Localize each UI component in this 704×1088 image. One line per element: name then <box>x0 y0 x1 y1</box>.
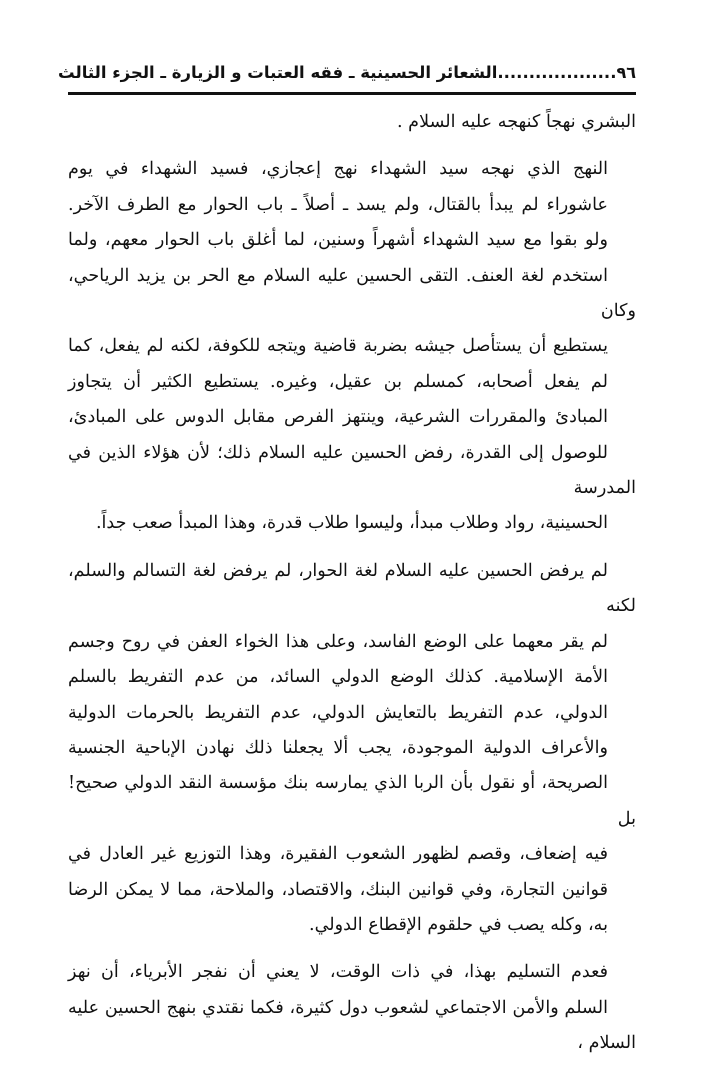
header-rule <box>68 92 636 95</box>
text-line: لم يقر معهما على الوضع الفاسد، وعلى هذا الخواء العفن في روح وجسم <box>68 631 608 652</box>
paragraph-p2 <box>68 554 636 943</box>
paragraph-gap <box>68 943 636 955</box>
text-line: والأعراف الدولية الموجودة، يجب ألا يجعلنا ذلك نهادن الإباحية الجنسية <box>68 737 608 758</box>
paragraph-gap <box>68 140 636 152</box>
text-line: الصريحة، أو نقول بأن الربا الذي يمارسه بنك مؤسسة النقد الدولي صحيح! بل <box>68 773 636 829</box>
text-line: لم يفعل أصحابه، كمسلم بن عقيل، وغيره. يستطيع الكثير أن يتجاوز <box>68 371 608 392</box>
body-text <box>68 105 636 1062</box>
text-line: السلم والأمن الاجتماعي لشعوب دول كثيرة، فكما نقتدي بنهج الحسين عليه السلام ، <box>68 997 636 1054</box>
text-line: المبادئ والمقررات الشرعية، وينتهز الفرص مقابل الدوس على المبادئ، <box>68 407 608 428</box>
text-line: الحسينية، رواد وطلاب مبدأ، وليسوا طلاب قدرة، وهذا المبدأ صعب جداً. <box>95 513 608 534</box>
header-leader-dots: ................... <box>497 63 617 82</box>
text-line: قوانين التجارة، وفي قوانين البنك، والاقتصاد، والملاحة، مما لا يمكن الرضا <box>68 879 608 900</box>
text-line: للوصول إلى القدرة، رفض الحسين عليه السلام ذلك؛ لأن هؤلاء الذين في المدرسة <box>68 442 636 499</box>
paragraph-p1 <box>68 152 636 541</box>
paragraph-p0 <box>68 105 636 140</box>
text-line: البشري نهجاً كنهجه عليه السلام . <box>397 112 636 132</box>
paragraph-gap <box>68 542 636 554</box>
text-line: الأمة الإسلامية. كذلك الوضع الدولي السائد، من عدم التفريط بالسلم <box>68 667 608 688</box>
text-line: استخدم لغة العنف. التقى الحسين عليه السلام مع الحر بن يزيد الرياحي، وكان <box>68 265 636 322</box>
text-line: لم يرفض الحسين عليه السلام لغة الحوار، لم يرفض لغة التسالم والسلم، لكنه <box>68 560 636 617</box>
text-line: يستطيع أن يستأصل جيشه بضربة قاضية ويتجه للكوفة، لكنه لم يفعل، كما <box>68 336 608 357</box>
text-line: عاشوراء لم يبدأ بالقتال، ولم يسد ـ أصلاً ـ باب الحوار مع الطرف الآخر. <box>68 194 608 215</box>
running-header <box>58 58 636 88</box>
text-line: به، وكله يصب في حلقوم الإقطاع الدولي. <box>309 914 608 935</box>
header-book-title: الشعائر الحسينية ـ فقه العتبات و الزيارة ـ الجزء الثالث <box>58 63 498 82</box>
text-line: النهج الذي نهجه سيد الشهداء نهج إعجازي، فسيد الشهداء في يوم <box>68 159 608 180</box>
page-number: ٩٦ <box>616 63 636 82</box>
header-title <box>58 58 616 88</box>
document-page <box>58 58 636 1062</box>
text-line: فعدم التسليم بهذا، في ذات الوقت، لا يعني أن نفجر الأبرياء، أن نهز <box>68 962 608 983</box>
text-line: الدولي، عدم التفريط بالتعايش الدولي، عدم التفريط بالحرمات الدولية <box>68 702 608 723</box>
text-line: فيه إضعاف، وقصم لظهور الشعوب الفقيرة، وهذا التوزيع غير العادل في <box>68 844 608 865</box>
text-line: ولو بقوا مع سيد الشهداء أشهراً وسنين، لما أغلق باب الحوار معهم، ولما <box>68 230 608 251</box>
paragraph-p3 <box>68 955 636 1061</box>
